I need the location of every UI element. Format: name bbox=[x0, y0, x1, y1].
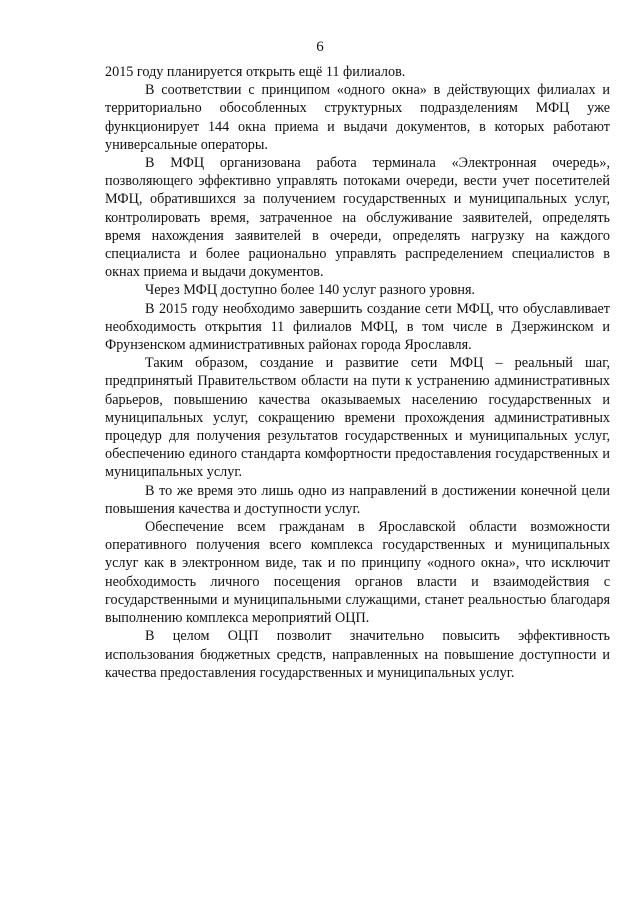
paragraph-provision: Обеспечение всем гражданам в Ярославской области возможности оперативного получения всего комплекса государственных и муниципальных услуг как в электронном виде, так и по принципу «одного окна», что исключит необходимость личного посещения органов власти и взаимодействия с государственными и муниципальными служащими, станет реальностью благодаря выполнению комплекса мероприятий ОЦП. bbox=[105, 519, 610, 627]
paragraph-conclusion: Таким образом, создание и развитие сети МФЦ – реальный шаг, предпринятый Правительством области на пути к устранению административных барьеров, повышению качества оказываемых населению государственных и муниципальных услуг, сокращению времени прохождения административных процедур для получения результатов государственных и муниципальных услуг, обеспечению единого стандарта комфортности предоставления государственных и муниципальных услуг. bbox=[105, 355, 610, 481]
paragraph-continuation: 2015 году планируется открыть ещё 11 филиалов. bbox=[105, 64, 406, 80]
paragraph-services-count: Через МФЦ доступно более 140 услуг разного уровня. bbox=[145, 282, 476, 299]
paragraph-efficiency: В целом ОЦП позволит значительно повысить эффективность использования бюджетных средств, направленных на повышение доступности и качества предоставления государственных и муниципальных услуг. bbox=[105, 628, 610, 681]
paragraph-network-completion: В 2015 году необходимо завершить создание сети МФЦ, что обуславливает необходимость открытия 11 филиалов МФЦ, в том числе в Дзержинском и Фрунзенском административных районах города Ярославля. bbox=[105, 300, 610, 354]
page-number: 6 bbox=[316, 39, 324, 55]
paragraph-direction: В то же время это лишь одно из направлений в достижении конечной цели повышения качества и доступности услуг. bbox=[105, 482, 610, 517]
document-body bbox=[105, 63, 610, 682]
paragraph-windows: В соответствии с принципом «одного окна» в действующих филиалах и территориально обособленных структурных подразделениям МФЦ уже функционирует 144 окна приема и выдачи документов, в которых работают универсальные операторы. bbox=[105, 82, 610, 153]
paragraph-queue-terminal: В МФЦ организована работа терминала «Электронная очередь», позволяющего эффективно управлять потоками очереди, вести учет посетителей МФЦ, обратившихся за получением государственных и муниципальных услуг, контролировать время, затраченное на обслуживание заявителей, определять время нахождения заявителей в очереди, определять нагрузку на каждого специалиста и более рационально управлять распределением специалистов в окнах приема и выдачи документов. bbox=[105, 155, 610, 281]
